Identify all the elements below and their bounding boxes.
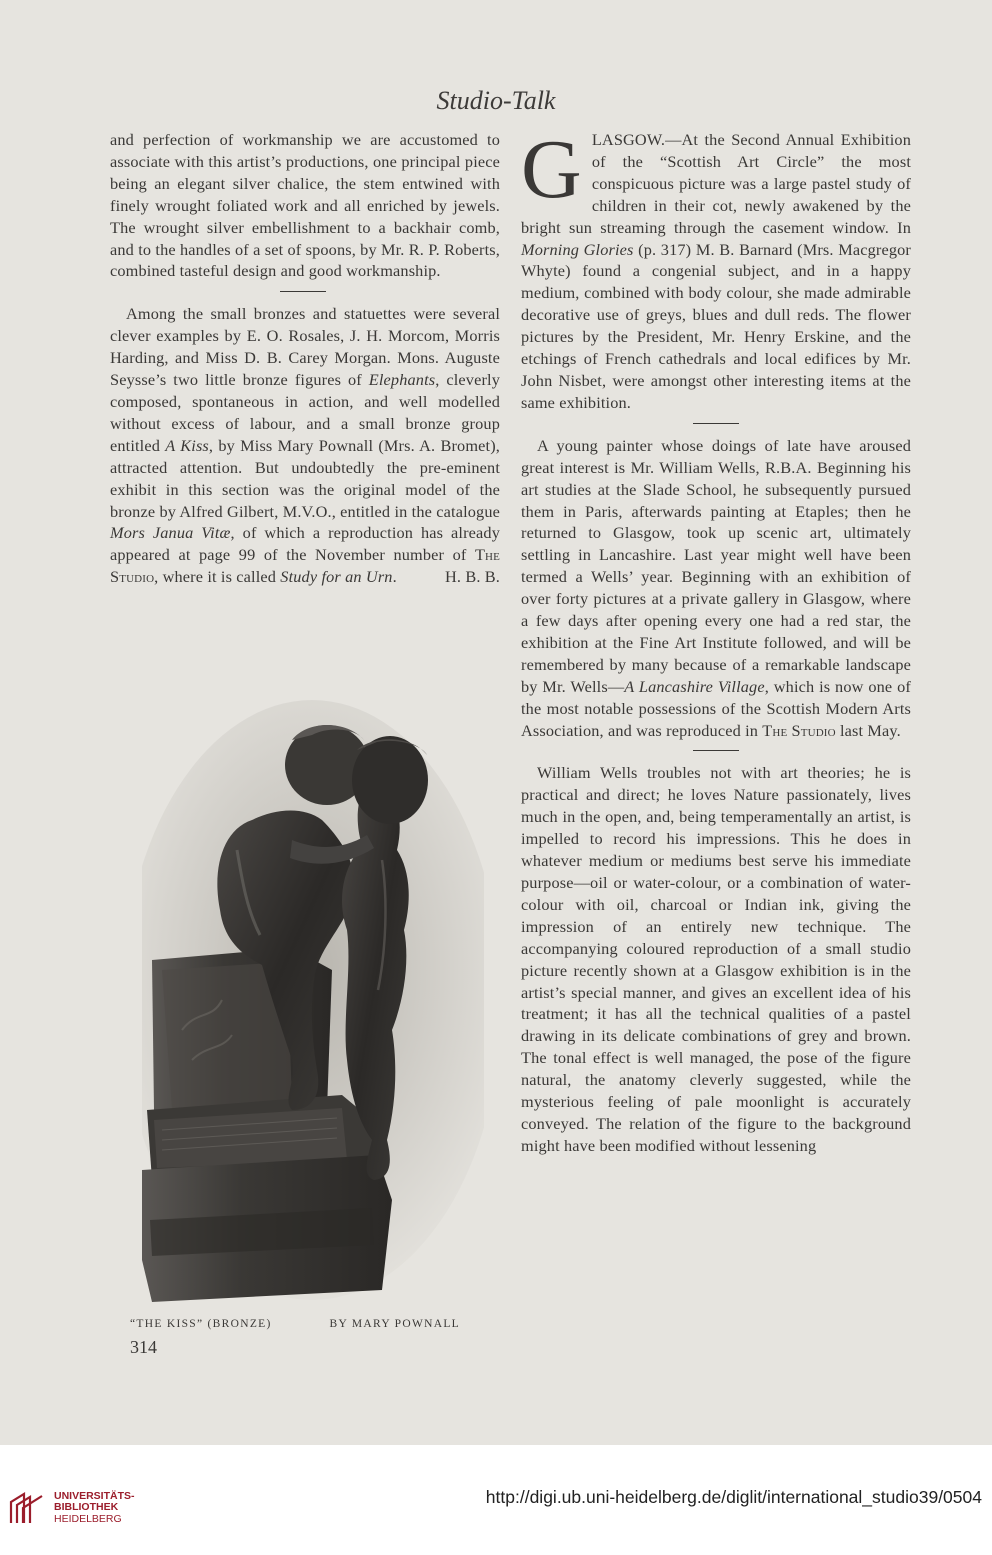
logo-line-3: HEIDELBERG bbox=[54, 1512, 122, 1525]
caption-artist: BY MARY POWNALL bbox=[329, 1318, 460, 1330]
page-number: 314 bbox=[130, 1337, 157, 1357]
section-divider bbox=[693, 423, 739, 424]
section-divider bbox=[280, 291, 326, 292]
figure-caption bbox=[130, 1318, 460, 1330]
author-signature: H. B. B. bbox=[444, 567, 500, 587]
right-column bbox=[521, 123, 911, 1157]
bronze-sculpture-photo bbox=[142, 700, 484, 1305]
section-divider bbox=[693, 750, 739, 751]
title-study-for-an-urn: Study for an Urn bbox=[280, 567, 393, 587]
library-logo[interactable] bbox=[8, 1490, 135, 1526]
title-elephants: Elephants bbox=[368, 370, 436, 390]
logo-line-2: BIBLIOTHEK bbox=[54, 1501, 119, 1514]
sculpture-image bbox=[142, 700, 484, 1305]
library-footer bbox=[0, 1445, 992, 1555]
drop-cap: G bbox=[521, 123, 582, 216]
title-a-lancashire-village: A Lancashire Village bbox=[624, 676, 765, 696]
logo-line-1: UNIVERSITÄTS- bbox=[54, 1489, 135, 1502]
right-paragraph-3: William Wells troubles not with art theories; he is practical and direct; he loves Nature passionately, lives much in the open, and, being temperamentally an artist, is impelled to record his impressions. This he does in whatever medium or mediums best serve his immediate purpose—oil or water-colour, or a combination of water-colour with oil, charcoal or Indian ink, giving the impression of an entirely new technique. The accompanying coloured reproduction of a small studio picture recently shown at a Glasgow exhibition is in the artist’s special manner, and gives an excellent idea of his treatment; it has all the technical qualities of a pastel drawing in its delicate combinations of grey and brown. The tonal effect is well managed, the pose of the figure natural, the anatomy cleverly suggested, while the mysterious feeling of pale moonlight is accurately conveyed. The relation of the figure to the background might have been modified without lessening bbox=[521, 763, 911, 1155]
title-morning-glories: Morning Glories bbox=[521, 239, 634, 259]
title-a-kiss: A Kiss bbox=[165, 435, 209, 455]
left-paragraph-2: Among the small bronzes and statuettes were several clever examples by E. O. Rosales, J. H. Morcom, Morris Harding, and Miss D. B. Carey Morgan. Mons. Auguste Seysse’s two little bronze figures of Elephants, cleverly composed, spontaneous in action, and well modelled without excess of labour, and a small bronze group entitled A Kiss, by Miss Mary Pownall (Mrs. A. Bromet), attracted attention. But undoubtedly the pre-eminent exhibit in this section was the original model of the bronze by Alfred Gilbert, M.V.O., entitled in the catalogue Mors Janua Vitæ, of which a reproduction has already appeared at page 99 of the November number of The Studio, where it is called Study for an Urn. H. B. B. bbox=[110, 304, 500, 587]
permalink-url[interactable]: http://digi.ub.uni-heidelberg.de/diglit/international_studio39/0504 bbox=[485, 1487, 982, 1507]
library-logo-icon bbox=[8, 1490, 46, 1526]
caption-title: “THE KISS” (BRONZE) bbox=[130, 1318, 272, 1330]
right-paragraph-1: GLASGOW.—At the Second Annual Exhibition of the “Scottish Art Circle” the most conspicuous picture was a large pastel study of children in their cot, newly awakened by the bright sun streaming through the casement window. In Morning Glories (p. 317) M. B. Barnard (Mrs. Macgregor Whyte) found a congenial subject, and in a happy medium, combined with body colour, she made admirable decorative use of greys, blues and dull reds. The flower pictures by the President, Mr. Henry Erskine, and the etchings of French cathedrals and local edifices by Mr. John Nisbet, were amongst other interesting items at the same exhibition. bbox=[521, 123, 911, 412]
right-paragraph-2: A young painter whose doings of late have aroused great interest is Mr. William Wells, R.B.A. Beginning his art studies at the Slade School, he subsequently pursued them in Paris, afterwards painting at Etaples; then he returned to Glasgow, took up scenic art, ultimately settling in Lancashire. Last year might well have been termed a Wells’ year. Beginning with an exhibition of over forty pictures at a private gallery in Glasgow, where a few days after opening every one had a red star, the exhibition at the Fine Art Institute followed, and will be remembered by many because of a remarkable landscape by Mr. Wells—A Lancashire Village, which is now one of the most notable possessions of the Scottish Modern Arts Association, and was reproduced in The Studio last May. bbox=[521, 435, 911, 740]
journal-name: The Studio bbox=[110, 545, 500, 587]
left-column bbox=[110, 129, 500, 588]
title-mors-janua-vitae: Mors Janua Vitæ bbox=[110, 523, 231, 543]
journal-name: The Studio bbox=[762, 720, 836, 740]
left-paragraph-1: and perfection of workmanship we are accustomed to associate with this artist’s productions, one principal piece being an elegant silver chalice, the stem entwined with finely wrought foliated work and all enriched by jewels. The wrought silver embellishment to a backhair comb, and to the handles of a set of spoons, by Mr. R. P. Roberts, combined tasteful design and good workmanship. bbox=[110, 130, 500, 281]
running-head: Studio-Talk bbox=[436, 86, 556, 115]
